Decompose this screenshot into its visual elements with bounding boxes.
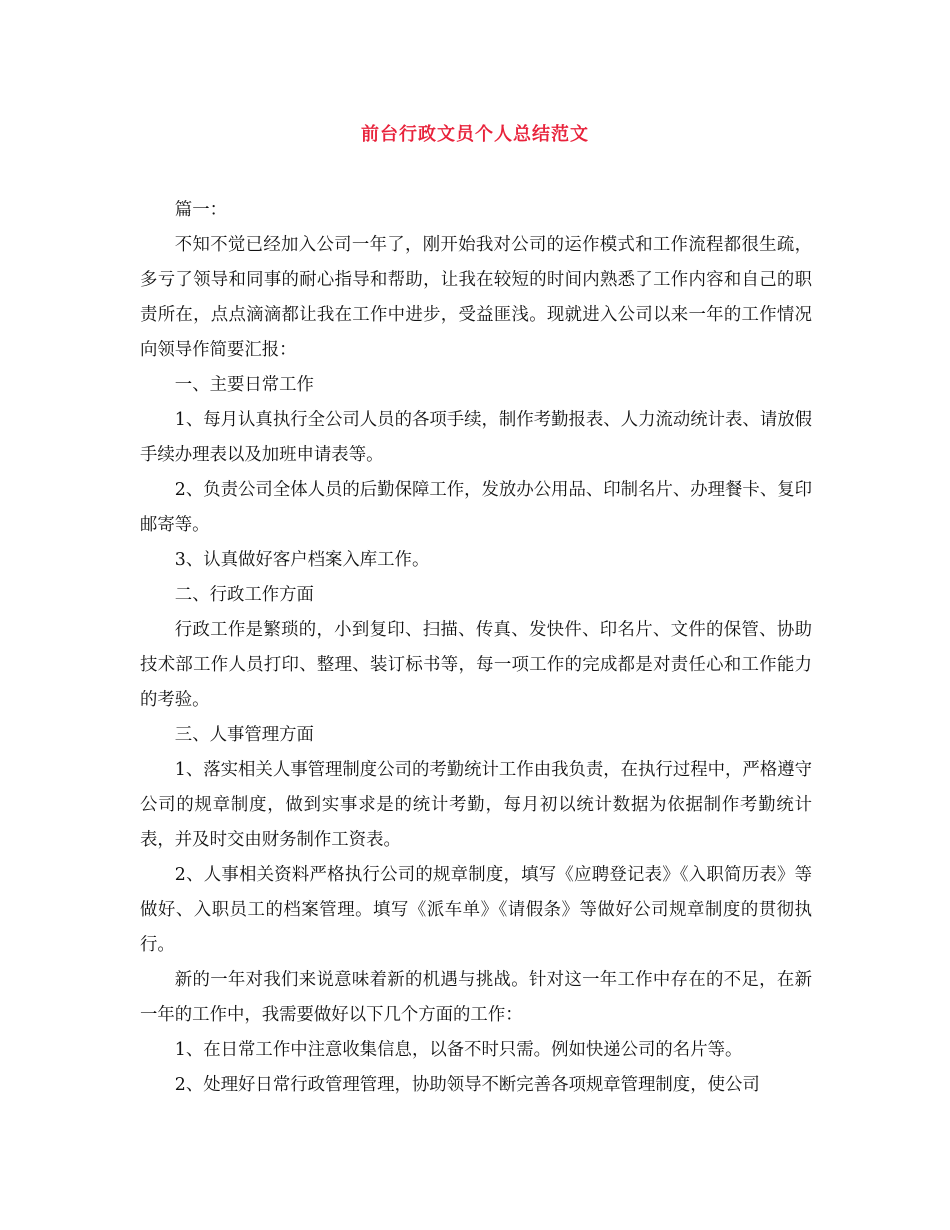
heading-daily-work: 一、主要日常工作 (174, 375, 314, 395)
plan-item-1: 1、在日常工作中注意收集信息，以备不时只需。例如快递公司的名片等。 (174, 1040, 743, 1060)
document-title: 前台行政文员个人总结范文 (361, 124, 589, 145)
daily-work-item-3: 3、认真做好客户档案入库工作。 (174, 550, 430, 570)
heading-admin-work: 二、行政工作方面 (174, 585, 314, 605)
admin-work-paragraph: 行政工作是繁琐的，小到复印、扫描、传真、发快件、印名片、文件的保管、协助技术部工作人员打印、整理、装订标书等，每一项工作的完成都是对责任心和工作能力的考验。 (140, 620, 812, 710)
daily-work-item-2: 2、负责公司全体人员的后勤保障工作，发放办公用品、印制名片、办理餐卡、复印邮寄等。 (140, 480, 812, 535)
section-label: 篇一： (174, 200, 227, 220)
document-body (140, 193, 812, 1103)
heading-hr-management: 三、人事管理方面 (174, 725, 314, 745)
hr-item-1: 1、落实相关人事管理制度公司的考勤统计工作由我负责，在执行过程中，严格遵守公司的规章制度，做到实事求是的统计考勤，每月初以统计数据为依据制作考勤统计表，并及时交由财务制作工资表。 (140, 760, 812, 850)
new-year-paragraph: 新的一年对我们来说意味着新的机遇与挑战。针对这一年工作中存在的不足，在新一年的工作中，我需要做好以下几个方面的工作： (140, 970, 812, 1025)
hr-item-2: 2、人事相关资料严格执行公司的规章制度，填写《应聘登记表》《入职简历表》等做好、入职员工的档案管理。填写《派车单》《请假条》等做好公司规章制度的贯彻执行。 (140, 865, 812, 955)
intro-paragraph: 不知不觉已经加入公司一年了，刚开始我对公司的运作模式和工作流程都很生疏，多亏了领导和同事的耐心指导和帮助，让我在较短的时间内熟悉了工作内容和自己的职责所在，点点滴滴都让我在工作中进步，受益匪浅。现就进入公司以来一年的工作情况向领导作简要汇报： (140, 235, 812, 360)
daily-work-item-1: 1、每月认真执行全公司人员的各项手续，制作考勤报表、人力流动统计表、请放假手续办理表以及加班申请表等。 (140, 410, 812, 465)
plan-item-2: 2、处理好日常行政管理管理，协助领导不断完善各项规章管理制度，使公司 (174, 1075, 760, 1095)
